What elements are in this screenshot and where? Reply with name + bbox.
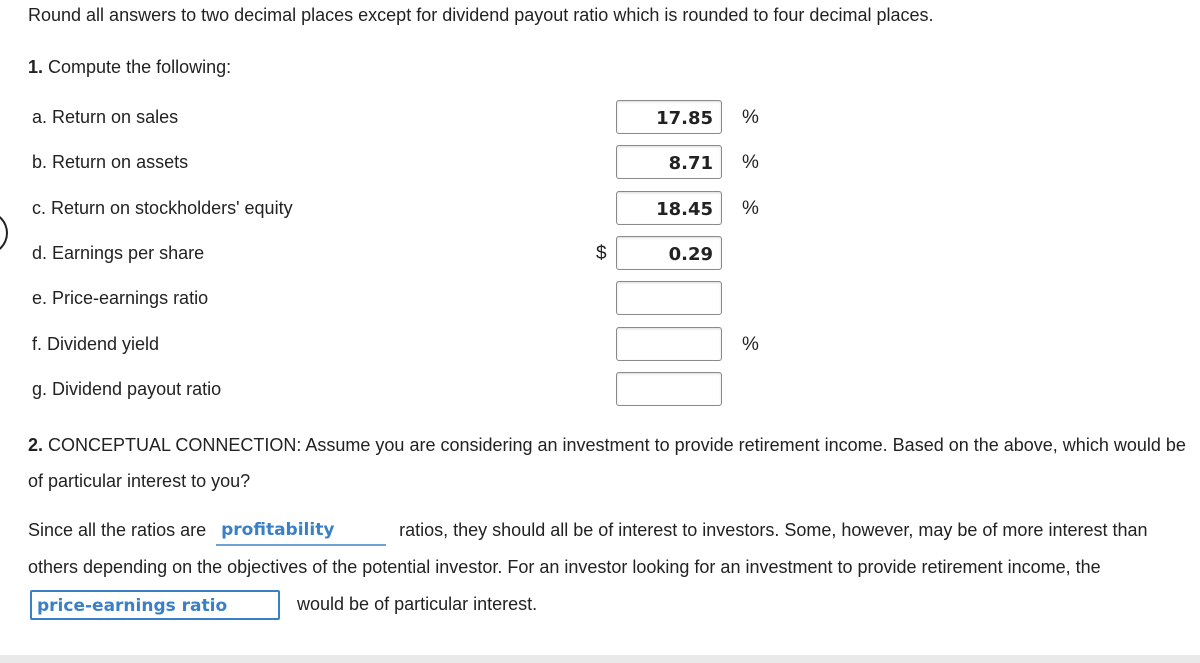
left-bracket-decoration	[0, 211, 8, 255]
return-on-sales-input[interactable]: 17.85	[616, 100, 722, 134]
row-label-dividend-yield: f. Dividend yield	[32, 334, 160, 354]
row-label-return-on-equity: c. Return on stockholders' equity	[32, 198, 293, 218]
question-1-heading	[28, 57, 231, 78]
row-label-return-on-sales: a. Return on sales	[32, 107, 179, 127]
return-on-equity-input[interactable]: 18.45	[616, 191, 722, 225]
earnings-per-share-input[interactable]: 0.29	[616, 236, 722, 270]
instructions-text: Round all answers to two decimal places except for dividend payout ratio which is rounded to four decimal places.	[28, 5, 934, 25]
price-earnings-ratio-input[interactable]	[616, 281, 722, 315]
answer-paragraph	[28, 512, 1198, 623]
row-label-return-on-assets: b. Return on assets	[32, 152, 189, 172]
ratio-choice-dropdown[interactable]: price-earnings ratio	[30, 590, 280, 620]
question-2-text: CONCEPTUAL CONNECTION: Assume you are considering an investment to provide retirement income. Based on the above, which would be of particular interest to you?	[28, 435, 1186, 491]
ratio-type-dropdown[interactable]: profitability	[216, 516, 386, 546]
row-label-price-earnings-ratio: e. Price-earnings ratio	[32, 288, 209, 308]
bottom-scroll-bar	[0, 655, 1200, 663]
return-on-assets-input[interactable]: 8.71	[616, 145, 722, 179]
question-2-number: 2.	[28, 435, 44, 455]
question-2-text-block	[28, 427, 1198, 499]
answer-text-part1: Since all the ratios are	[28, 520, 207, 540]
dollar-prefix-d: $	[596, 243, 607, 264]
percent-unit-f: %	[742, 334, 759, 355]
percent-unit-b: %	[742, 152, 759, 173]
dividend-yield-input[interactable]	[616, 327, 722, 361]
dividend-payout-ratio-input[interactable]	[616, 372, 722, 406]
answer-text-part2: ratios, they should all be of interest to investors. Some, however, may be of more interest than others depending on the objectives of the potential investor. For an investor looking for an investment to provide retirement income, the	[28, 520, 1148, 577]
question-1-text: Compute the following:	[48, 57, 232, 77]
row-label-dividend-payout-ratio: g. Dividend payout ratio	[32, 379, 222, 399]
answer-text-part3: would be of particular interest.	[297, 594, 538, 614]
question-1-number: 1.	[28, 57, 44, 77]
row-label-earnings-per-share: d. Earnings per share	[32, 243, 205, 263]
percent-unit-a: %	[742, 107, 759, 128]
percent-unit-c: %	[742, 198, 759, 219]
